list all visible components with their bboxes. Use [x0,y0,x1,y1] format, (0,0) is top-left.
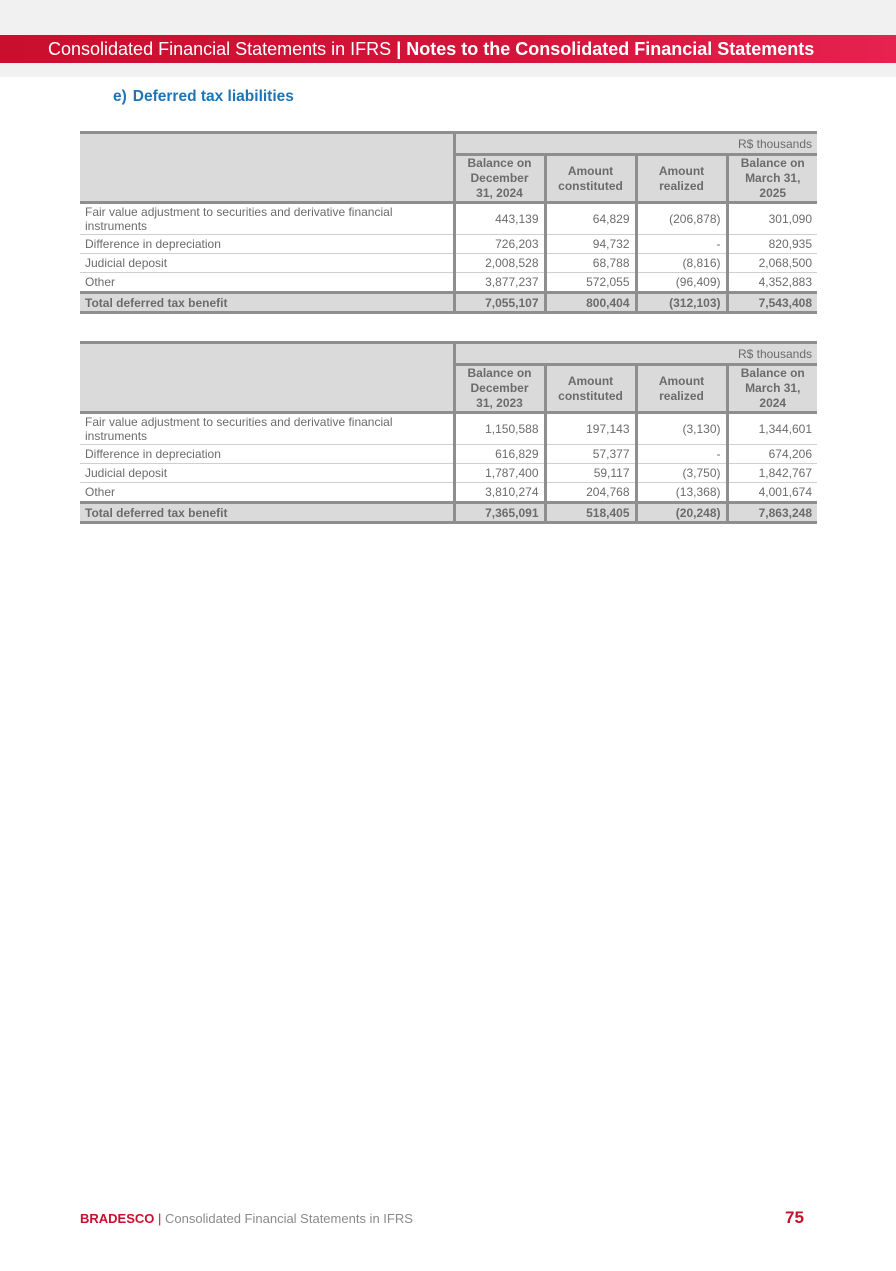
total-label: Total deferred tax benefit [80,293,454,313]
column-header: Amount realized [636,365,727,413]
cell-value: 2,068,500 [727,254,817,273]
table-row [80,464,817,483]
cell-value: 616,829 [454,445,545,464]
cell-value: (13,368) [636,483,727,503]
cell-value: 57,377 [545,445,636,464]
top-margin [0,0,896,35]
total-value: 7,863,248 [727,503,817,523]
table-row [80,203,817,235]
cell-value: 1,842,767 [727,464,817,483]
blank-cell [80,133,454,155]
cell-value: (3,750) [636,464,727,483]
total-value: (20,248) [636,503,727,523]
cell-value: - [636,445,727,464]
cell-value: (206,878) [636,203,727,235]
blank-cell [80,155,454,203]
table-row [80,483,817,503]
cell-value: (96,409) [636,273,727,293]
section-title-text: Deferred tax liabilities [132,88,294,105]
total-value: 7,055,107 [454,293,545,313]
deferred-tax-table-2024 [80,341,817,524]
cell-value: 1,344,601 [727,413,817,445]
cell-value: 197,143 [545,413,636,445]
footer-text: Consolidated Financial Statements in IFRS [165,1211,413,1226]
row-label: Difference in depreciation [80,235,454,254]
row-label: Fair value adjustment to securities and derivative financial instruments [80,413,454,445]
table-row [80,413,817,445]
footer-separator: | [158,1211,162,1226]
table-row [80,445,817,464]
cell-value: 443,139 [454,203,545,235]
column-header-row [80,155,817,203]
total-label: Total deferred tax benefit [80,503,454,523]
units-row [80,133,817,155]
cell-value: (8,816) [636,254,727,273]
cell-value: 3,810,274 [454,483,545,503]
page-header [0,35,896,63]
row-label: Other [80,483,454,503]
cell-value: 64,829 [545,203,636,235]
row-label: Difference in depreciation [80,445,454,464]
total-value: 518,405 [545,503,636,523]
cell-value: 726,203 [454,235,545,254]
header-right-text: Notes to the Consolidated Financial Statements [406,39,815,59]
total-value: (312,103) [636,293,727,313]
units-row [80,343,817,365]
cell-value: 4,352,883 [727,273,817,293]
row-label: Other [80,273,454,293]
cell-value: 1,787,400 [454,464,545,483]
cell-value: 94,732 [545,235,636,254]
total-value: 7,365,091 [454,503,545,523]
column-header-row [80,365,817,413]
column-header: Amount realized [636,155,727,203]
table-row [80,254,817,273]
cell-value: 59,117 [545,464,636,483]
row-label: Fair value adjustment to securities and derivative financial instruments [80,203,454,235]
blank-cell [80,365,454,413]
units-label: R$ thousands [454,133,817,155]
cell-value: (3,130) [636,413,727,445]
header-left-text: Consolidated Financial Statements in IFRS [48,39,392,59]
deferred-tax-table-2025 [80,131,817,314]
column-header: Balance on December 31, 2024 [454,155,545,203]
cell-value: 4,001,674 [727,483,817,503]
column-header: Balance on March 31, 2025 [727,155,817,203]
row-label: Judicial deposit [80,254,454,273]
table-row [80,235,817,254]
table-row [80,273,817,293]
cell-value: 301,090 [727,203,817,235]
cell-value: 68,788 [545,254,636,273]
page-footer [80,1211,413,1226]
section-title [113,88,294,106]
column-header: Amount constituted [545,155,636,203]
cell-value: 204,768 [545,483,636,503]
cell-value: 1,150,588 [454,413,545,445]
header-separator: | [396,39,402,59]
cell-value: 820,935 [727,235,817,254]
total-value: 800,404 [545,293,636,313]
cell-value: 2,008,528 [454,254,545,273]
total-row [80,503,817,523]
total-row [80,293,817,313]
page-number: 75 [785,1208,804,1227]
footer-brand: BRADESCO [80,1211,155,1226]
cell-value: 674,206 [727,445,817,464]
cell-value: 3,877,237 [454,273,545,293]
cell-value: 572,055 [545,273,636,293]
row-label: Judicial deposit [80,464,454,483]
units-label: R$ thousands [454,343,817,365]
column-header: Balance on March 31, 2024 [727,365,817,413]
total-value: 7,543,408 [727,293,817,313]
column-header: Balance on December 31, 2023 [454,365,545,413]
section-letter: e) [113,88,127,105]
blank-cell [80,343,454,365]
column-header: Amount constituted [545,365,636,413]
cell-value: - [636,235,727,254]
header-underband [0,63,896,77]
